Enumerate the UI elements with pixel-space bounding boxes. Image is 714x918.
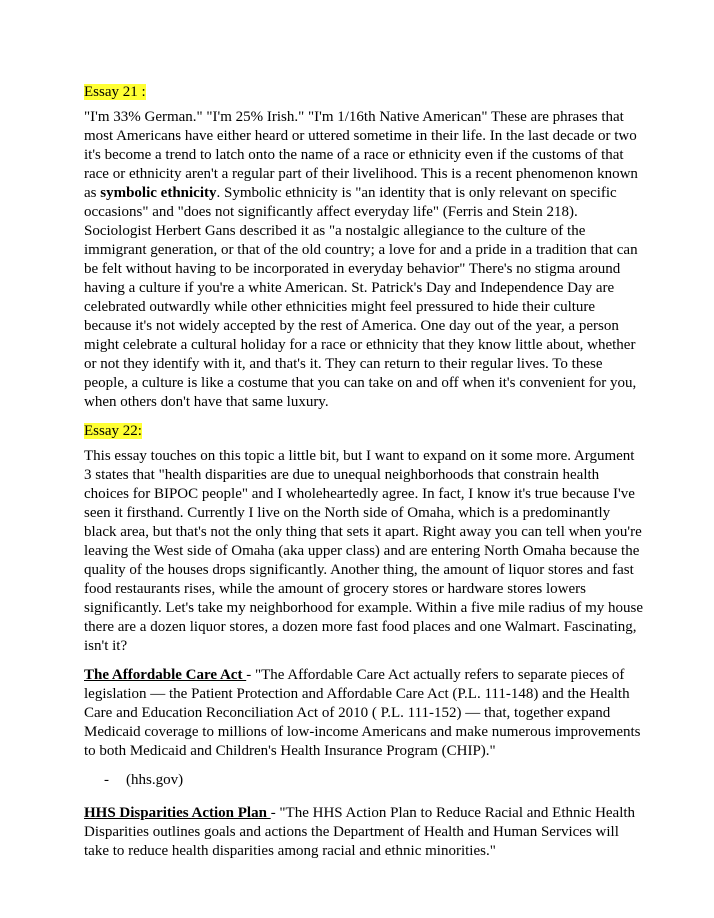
aca-paragraph (84, 666, 644, 761)
essay-21-text-after: . Symbolic ethnicity is "an identity that is only relevant on specific occasions" and "does not significantly affect everyday life" (Ferris and Stein 218). Sociologist Herbert Gans described it as "a nostalgic allegiance to the culture of the immigrant generation, or that of the old country; a love for and a pride in a tradition that can be felt without having to be incorporated in everyday behavior" There's no stigma around having a culture if you're a white American. St. Patrick's Day and Independence Day are celebrated outwardly while other ethnicities might feel pressured to hide their culture because it's not widely accepted by the rest of America. One day out of the year, a person might celebrate a cultural holiday for a race or ethnicity that they know little about, whether or not they identify with it, and that's it. They can return to their regular lives. To these people, a culture is like a costume that you can take on and off when it's convenient for you, when others don't have that same luxury. (84, 185, 638, 410)
aca-source-bullet (104, 771, 644, 790)
essay-22-heading (84, 422, 644, 441)
essay-22-paragraph: This essay touches on this topic a little bit, but I want to expand on it some more. Argument 3 states that "health disparities are due to unequal neighborhoods that constrain health choices for BIPOC people" and I wholeheartedly agree. In fact, I know it's true because I've seen it firsthand. Currently I live on the North side of Omaha, which is a predominantly black area, but that's not the only thing that sets it apart. Right away you can tell when you're leaving the West side of Omaha (aka upper class) and are entering North Omaha because the quality of the houses drops significantly. Another thing, the amount of liquor stores and fast food restaurants rises, while the amount of grocery stores or hardware stores lowers significantly. Let's take my neighborhood for example. Within a five mile radius of my house there are a dozen liquor stores, a dozen more fast food places and one Walmart. Fascinating, isn't it? (84, 448, 644, 654)
aca-text: - "The Affordable Care Act actually refers to separate pieces of legislation — the Patient Protection and Affordable Care Act (P.L. 111-148) and the Health Care and Education Reconciliation Act of 2010 ( P.L. 111-152) — that, together expand Medicaid coverage to millions of low-income Americans and make numerous improvements to both Medicaid and Children's Health Insurance Program (CHIP)." (84, 667, 641, 759)
hhs-title: HHS Disparities Action Plan (84, 805, 271, 821)
essay-21-heading-highlight: Essay 21 : (84, 84, 146, 100)
essay-21-paragraph (84, 108, 644, 412)
document-page (84, 83, 644, 871)
hhs-paragraph (84, 804, 644, 861)
essay-21-text-before: "I'm 33% German." "I'm 25% Irish." "I'm 1/16th Native American" These are phrases that most Americans have either heard or uttered sometime in their life. In the last decade or two it's become a trend to latch onto the name of a race or ethnicity even if the customs of that race or ethnicity aren't a regular part of their livelihood. This is a recent phenomenon known as (84, 109, 638, 201)
hhs-text: - "The HHS Action Plan to Reduce Racial and Ethnic Health Disparities outlines goals and actions the Department of Health and Human Services will take to reduce health disparities among racial and ethnic minorities." (84, 805, 636, 859)
symbolic-ethnicity-term: symbolic ethnicity (100, 185, 217, 201)
essay-22-heading-highlight: Essay 22: (84, 423, 142, 439)
aca-source: (hhs.gov) (126, 772, 184, 788)
essay-21-heading (84, 83, 644, 102)
bullet-dash: - (104, 772, 109, 788)
aca-title: The Affordable Care Act (84, 667, 247, 683)
